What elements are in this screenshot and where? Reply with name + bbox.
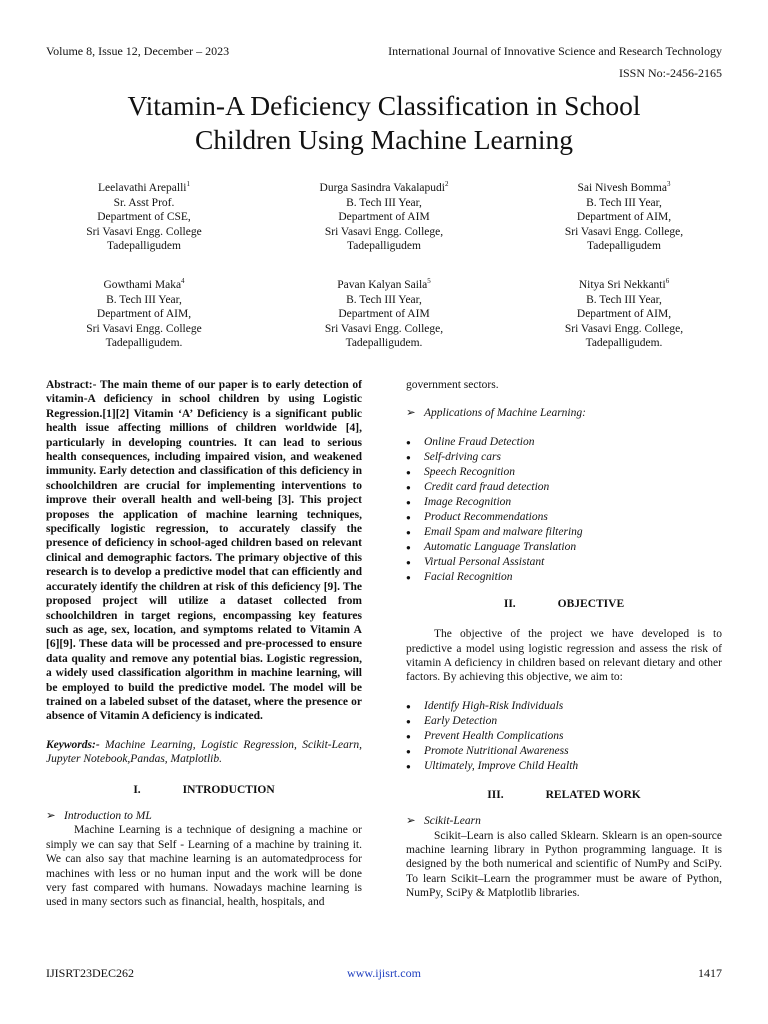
left-column: [46, 378, 362, 910]
author-block: [524, 181, 724, 254]
section-title: OBJECTIVE: [557, 597, 625, 610]
author-name: Durga Sasindra Vakalapudi: [319, 182, 445, 194]
author-line: Department of AIM,: [96, 308, 192, 320]
arrow-icon: ➢: [406, 815, 416, 828]
list-item: ● Product Recommendations: [406, 510, 722, 525]
footer-paper-id: IJISRT23DEC262: [46, 966, 134, 980]
section-heading-objective: [406, 597, 722, 611]
objective-paragraph: The objective of the project we have developed is to predictive a model using logistic regression and assess the risk of vitamin A deficiency in children based on relevant dietary and other factors. By achieving this objective, we aim to:: [406, 628, 722, 684]
author-line: B. Tech III Year,: [346, 196, 422, 209]
list-item: ● Online Fraud Detection: [406, 435, 722, 450]
author-block: [44, 181, 244, 254]
right-column: [406, 378, 722, 901]
subheading-intro-ml: [46, 809, 362, 823]
author-sup: 2: [444, 180, 449, 189]
list-item: ● Credit card fraud detection: [406, 480, 722, 495]
author-name: Gowthami Maka: [103, 279, 182, 291]
keywords-label: Keywords:-: [46, 738, 100, 751]
section-number: II.: [503, 597, 516, 610]
sklearn-paragraph: Scikit–Learn is also called Sklearn. Sklearn is an open-source machine learning library in Python programming language. It is designed by the both numerical and scientific of NumPy and SciPy. To learn Scikit–Learn the programmer must be aware of Python, NumPy, SciPy & Matplotlib libraries.: [406, 829, 722, 900]
list-item: ● Image Recognition: [406, 495, 722, 510]
author-line: Tadepalligudem.: [105, 337, 183, 349]
arrow-icon: ➢: [46, 809, 56, 822]
section-heading-related-work: [406, 788, 722, 802]
author-line: Department of AIM: [338, 308, 430, 320]
author-block: [524, 278, 724, 351]
list-item: ● Ultimately, Improve Child Health: [406, 759, 722, 774]
footer-page-number: 1417: [698, 966, 722, 980]
author-block: [284, 278, 484, 351]
list-item: ● Speech Recognition: [406, 465, 722, 480]
list-item: ● Automatic Language Translation: [406, 540, 722, 555]
author-block: [284, 181, 484, 254]
author-sup: 5: [427, 277, 431, 286]
section-title: INTRODUCTION: [182, 783, 275, 796]
section-heading-introduction: [46, 783, 362, 797]
section-title: RELATED WORK: [545, 788, 641, 801]
author-line: Sr. Asst Prof.: [113, 196, 175, 209]
author-line: Sri Vasavi Engg. College,: [324, 322, 444, 335]
author-name: Nitya Sri Nekkanti: [578, 279, 666, 291]
author-line: B. Tech III Year,: [346, 293, 422, 306]
author-line: Sri Vasavi Engg. College,: [324, 225, 444, 238]
author-line: Sri Vasavi Engg. College,: [564, 225, 684, 238]
author-line: B. Tech III Year,: [586, 293, 662, 306]
list-item: ● Email Spam and malware filtering: [406, 525, 722, 540]
subheading-text: Introduction to ML: [64, 809, 152, 822]
author-line: Department of AIM,: [576, 211, 672, 223]
author-sup: 4: [181, 277, 185, 286]
author-line: Tadepalligudem: [587, 240, 661, 252]
intro-paragraph: Machine Learning is a technique of designing a machine or simply we can say that Self - Learning of a machine by training it. We can also say that machine learning is an automatedprocess for machines with less or no human input and the work will be done very fast compared with humans. Nowadays machine learning is used in many sectors such as financial, health, hospitals, and: [46, 824, 362, 909]
author-sup: 6: [665, 277, 670, 286]
section-number: III.: [487, 788, 504, 801]
footer-website-link[interactable]: www.ijisrt.com: [347, 966, 421, 980]
continued-text: government sectors.: [406, 379, 499, 391]
list-item: ● Virtual Personal Assistant: [406, 555, 722, 570]
author-line: Tadepalligudem.: [585, 337, 663, 349]
title-line-2: Children Using Machine Learning: [194, 124, 574, 155]
author-line: Department of AIM: [338, 211, 430, 223]
arrow-icon: ➢: [406, 407, 416, 420]
section-number: I.: [133, 783, 141, 796]
author-name: Sai Nivesh Bomma: [577, 182, 667, 194]
author-line: Tadepalligudem.: [345, 337, 423, 349]
list-item: ● Early Detection: [406, 714, 722, 729]
author-sup: 1: [186, 180, 190, 189]
subheading-applications: [406, 406, 722, 420]
subheading-text: Scikit-Learn: [424, 815, 481, 828]
subheading-text: Applications of Machine Learning:: [424, 407, 586, 420]
author-name: Pavan Kalyan Saila: [337, 279, 428, 291]
applications-list: [406, 435, 722, 585]
list-item: ● Promote Nutritional Awareness: [406, 744, 722, 759]
subheading-scikit-learn: [406, 814, 722, 828]
keywords: [46, 738, 362, 767]
author-line: B. Tech III Year,: [106, 293, 182, 306]
author-line: Department of AIM,: [576, 308, 672, 320]
keywords-text: Machine Learning, Logistic Regression, Scikit-Learn, Jupyter Notebook,Pandas, Matplotlib.: [46, 738, 362, 766]
list-item: ● Prevent Health Complications: [406, 729, 722, 744]
list-item: ● Identify High-Risk Individuals: [406, 699, 722, 714]
author-sup: 3: [666, 180, 671, 189]
author-line: B. Tech III Year,: [586, 196, 662, 209]
author-line: Tadepalligudem: [347, 240, 421, 252]
author-name: Leelavathi Arepalli: [98, 182, 187, 194]
issn: ISSN No:-2456-2165: [618, 66, 722, 80]
list-item: ● Facial Recognition: [406, 570, 722, 585]
author-line: Sri Vasavi Engg. College,: [564, 322, 684, 335]
aims-list: [406, 699, 722, 774]
author-line: Sri Vasavi Engg. College: [86, 225, 202, 238]
journal-name: International Journal of Innovative Science and Research Technology: [388, 44, 722, 58]
abstract: Abstract:- The main theme of our paper is to early detection of vitamin-A deficiency in school children by using Logistic Regression.[1][2] Vitamin ‘A’ Deficiency is a significant public health issue affecting millions of children worldwide [4], particularly in developing countries. It can lead to serious health consequences, including impaired vision, and weakened immunity. Early detection and classification of this deficiency in schoolchildren are crucial for implementing interventions to improve their overall health and well-being [3]. This project proposes the application of machine learning techniques, specifically logistic regression, to accurately classify the presence of deficiency in school-aged children based on relevant clinical and demographic factors. The primary objective of this research is to develop a predictive model that can efficiently and accurately identify the children at risk of this deficiency [9]. The proposed project will utilize a dataset collected from schoolchildren in target regions, encompassing key features such as age, sex, location, and symptoms related to Vitamin A [6][9]. These data will be processed and pre-processed to ensure data quality and remove any potential bias. Logistic regression, a widely used classification algorithm in machine learning, will be employed to build the predictive model. The model will be trained on a labeled subset of the dataset, where the presence or absence of Vitamin A deficiency is indicated.: [46, 379, 362, 723]
author-line: Department of CSE,: [97, 211, 191, 223]
list-item: ● Self-driving cars: [406, 450, 722, 465]
volume-info: Volume 8, Issue 12, December – 2023: [46, 44, 230, 58]
author-block: [44, 278, 244, 351]
author-line: Tadepalligudem: [107, 240, 181, 252]
title-line-1: Vitamin-A Deficiency Classification in School: [127, 90, 641, 121]
paper-title: [0, 89, 768, 157]
author-line: Sri Vasavi Engg. College: [86, 322, 202, 335]
